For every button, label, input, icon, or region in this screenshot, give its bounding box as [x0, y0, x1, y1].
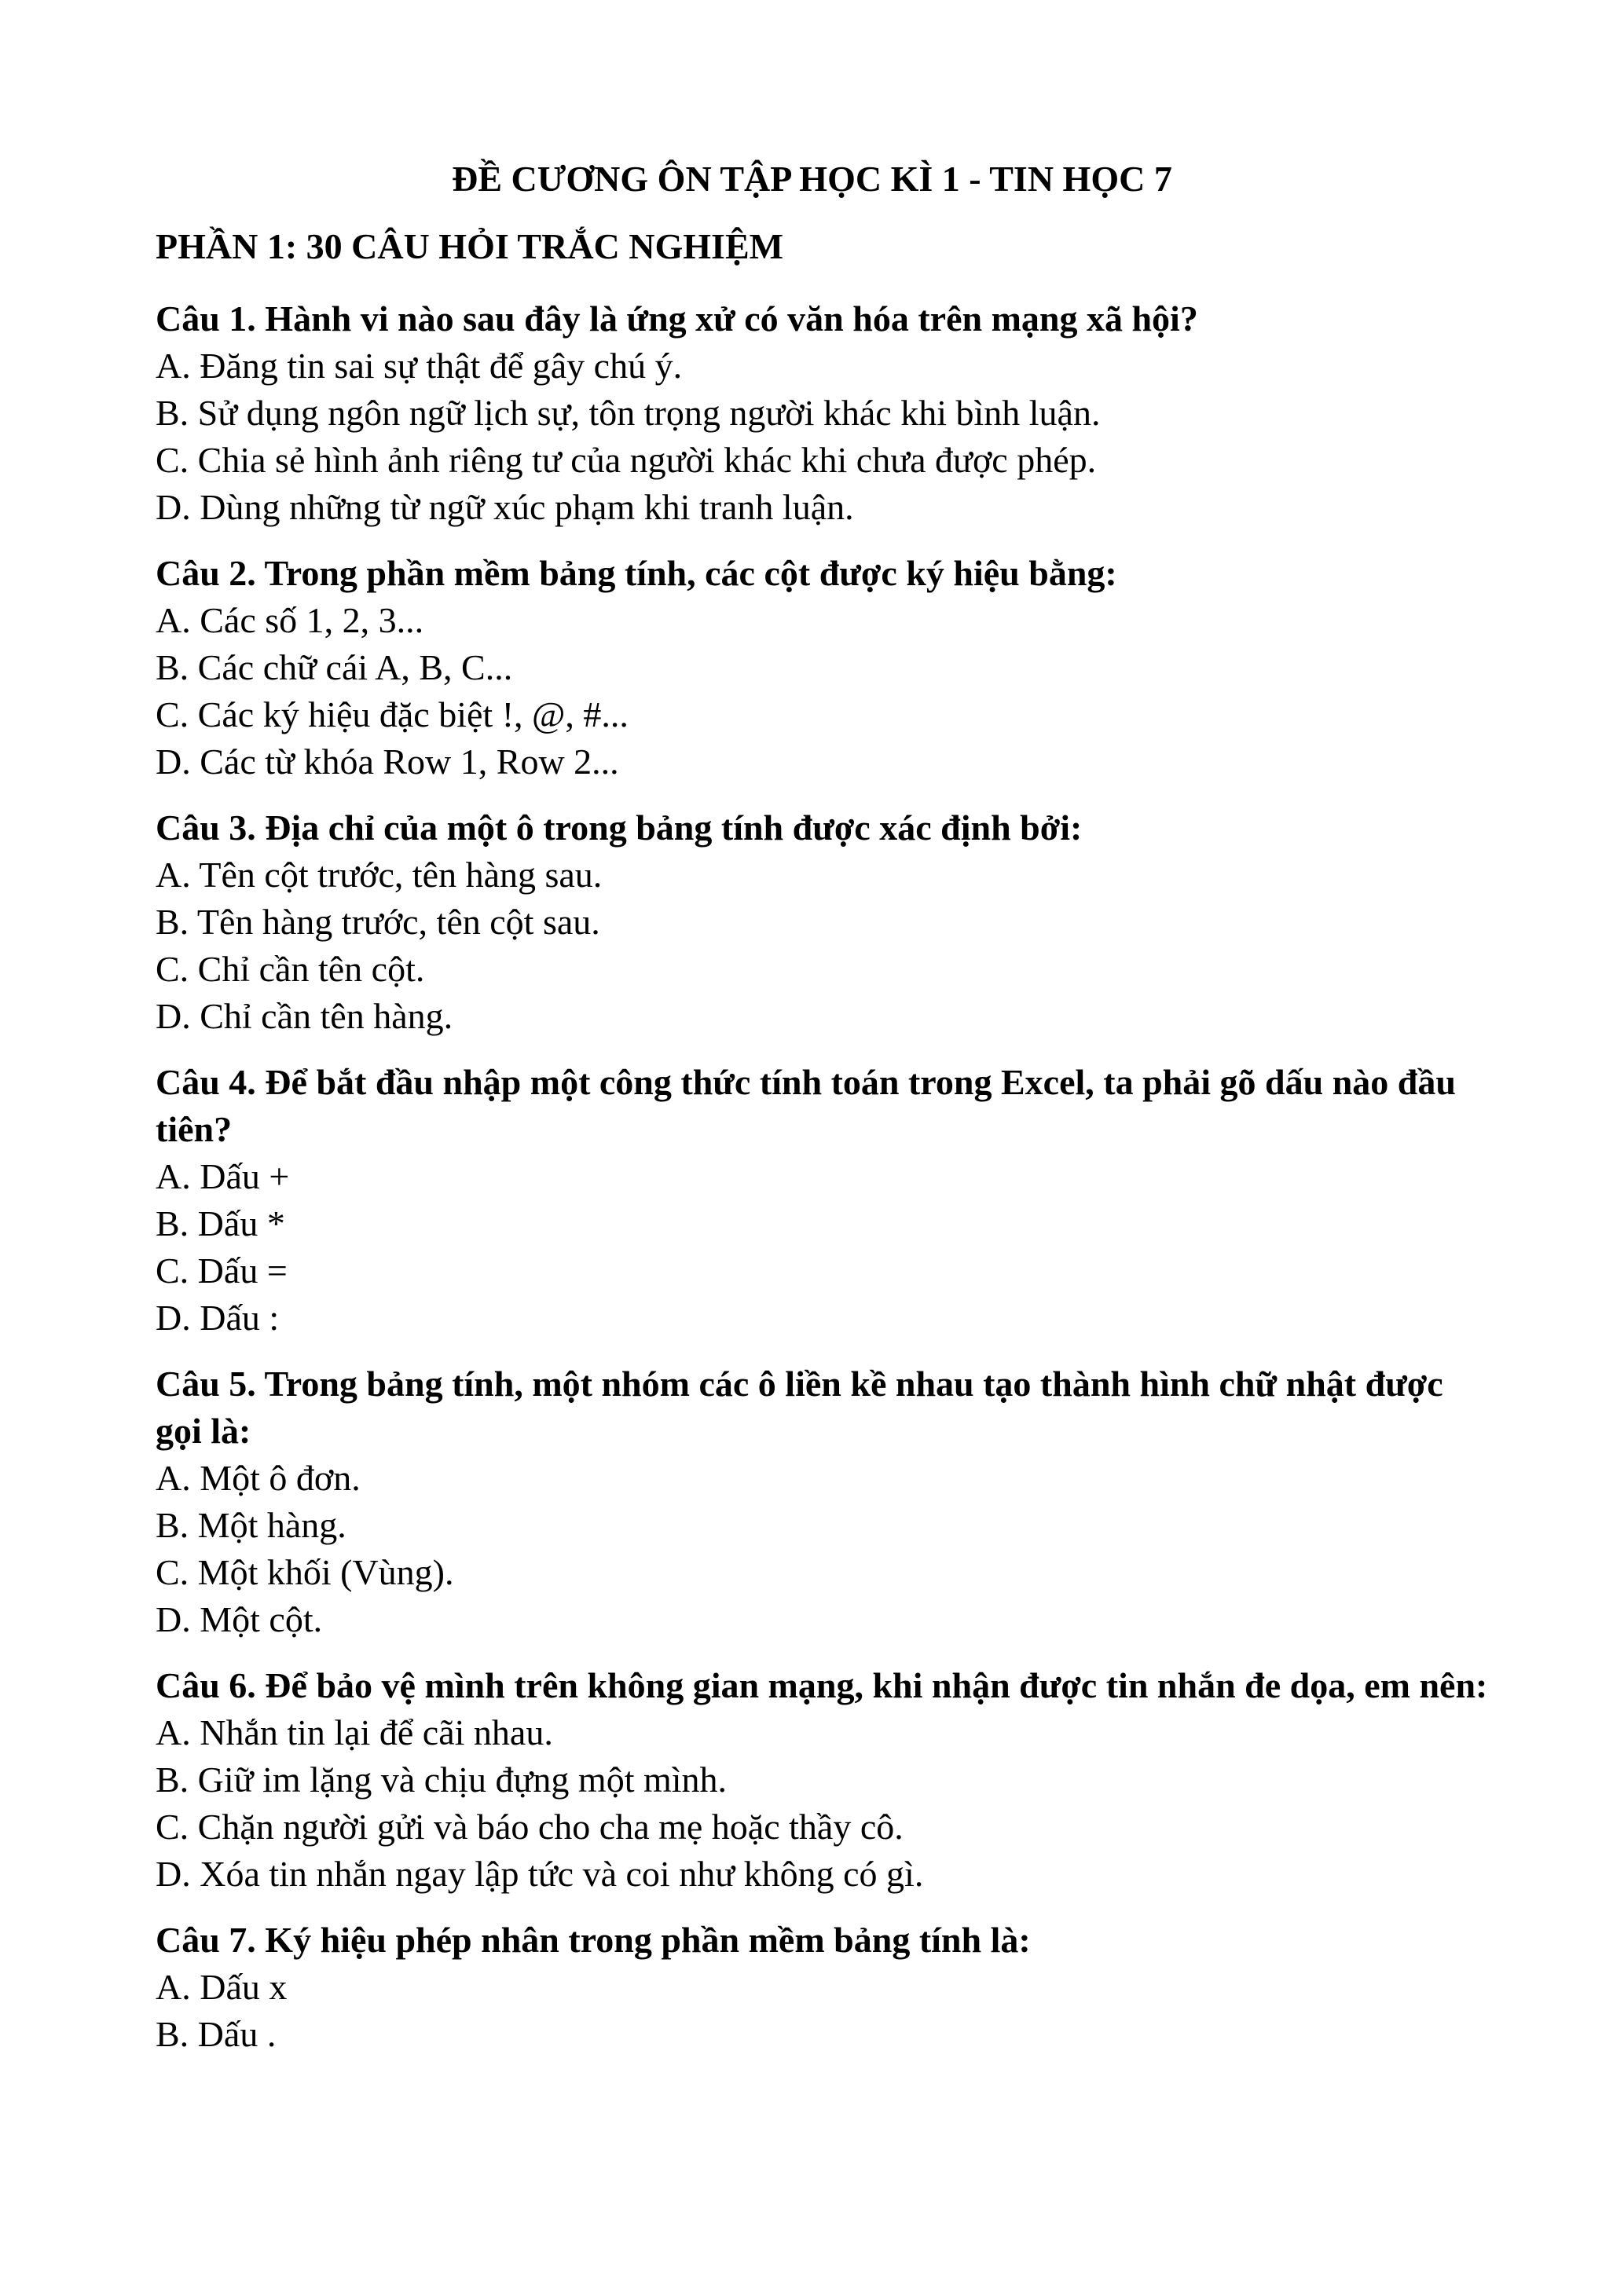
option-a: A. Nhắn tin lại để cãi nhau. [156, 1712, 553, 1752]
option-c: C. Chặn người gửi và báo cho cha mẹ hoặc thầy cô. [156, 1807, 904, 1847]
option-b: B. Một hàng. [156, 1505, 346, 1545]
document-title: ĐỀ CƯƠNG ÔN TẬP HỌC KÌ 1 - TIN HỌC 7 [452, 159, 1172, 199]
option-c: C. Dấu = [156, 1251, 288, 1291]
question-text: Câu 7. Ký hiệu phép nhân trong phần mềm bảng tính là: [156, 1920, 1031, 1960]
option-a: A. Đăng tin sai sự thật để gây chú ý. [156, 346, 683, 386]
question-list [156, 295, 1491, 2077]
question-1 [156, 295, 1491, 531]
option-a: A. Các số 1, 2, 3... [156, 600, 424, 640]
question-text: Câu 1. Hành vi nào sau đây là ứng xử có văn hóa trên mạng xã hội? [156, 298, 1198, 339]
option-c: C. Các ký hiệu đặc biệt !, @, #... [156, 694, 629, 734]
question-text: Câu 6. Để bảo vệ mình trên không gian mạng, khi nhận được tin nhắn đe dọa, em nên: [156, 1665, 1488, 1705]
option-c: C. Chỉ cần tên cột. [156, 949, 425, 989]
option-a: A. Dấu x [156, 1967, 288, 2007]
question-2 [156, 550, 1491, 785]
option-a: A. Một ô đơn. [156, 1458, 361, 1498]
option-d: D. Dấu : [156, 1298, 280, 1338]
question-5 [156, 1360, 1491, 1643]
option-a: A. Dấu + [156, 1156, 290, 1196]
question-7 [156, 1917, 1491, 2058]
option-b: B. Giữ im lặng và chịu đựng một mình. [156, 1760, 728, 1800]
option-d: D. Một cột. [156, 1599, 323, 1639]
option-d: D. Dùng những từ ngữ xúc phạm khi tranh luận. [156, 487, 854, 527]
option-c: C. Chia sẻ hình ảnh riêng tư của người khác khi chưa được phép. [156, 440, 1097, 480]
question-text: Câu 5. Trong bảng tính, một nhóm các ô liền kề nhau tạo thành hình chữ nhật được gọi là: [156, 1364, 1443, 1451]
option-b: B. Các chữ cái A, B, C... [156, 647, 513, 687]
question-text: Câu 4. Để bắt đầu nhập một công thức tính toán trong Excel, ta phải gõ dấu nào đầu tiên? [156, 1062, 1456, 1149]
option-d: D. Chỉ cần tên hàng. [156, 996, 453, 1036]
option-a: A. Tên cột trước, tên hàng sau. [156, 855, 603, 895]
option-b: B. Sử dụng ngôn ngữ lịch sự, tôn trọng người khác khi bình luận. [156, 393, 1101, 433]
option-d: D. Các từ khóa Row 1, Row 2... [156, 742, 619, 782]
question-6 [156, 1662, 1491, 1898]
option-c: C. Một khối (Vùng). [156, 1552, 454, 1592]
question-text: Câu 2. Trong phần mềm bảng tính, các cột được ký hiệu bằng: [156, 553, 1117, 593]
option-b: B. Dấu . [156, 2014, 277, 2054]
section-title: PHẦN 1: 30 CÂU HỎI TRẮC NGHIỆM [156, 226, 784, 266]
option-b: B. Tên hàng trước, tên cột sau. [156, 902, 600, 942]
question-3 [156, 804, 1491, 1040]
option-d: D. Xóa tin nhắn ngay lập tức và coi như không có gì. [156, 1854, 924, 1894]
question-text: Câu 3. Địa chỉ của một ô trong bảng tính được xác định bởi: [156, 807, 1083, 848]
option-b: B. Dấu * [156, 1203, 285, 1243]
question-4 [156, 1059, 1491, 1342]
